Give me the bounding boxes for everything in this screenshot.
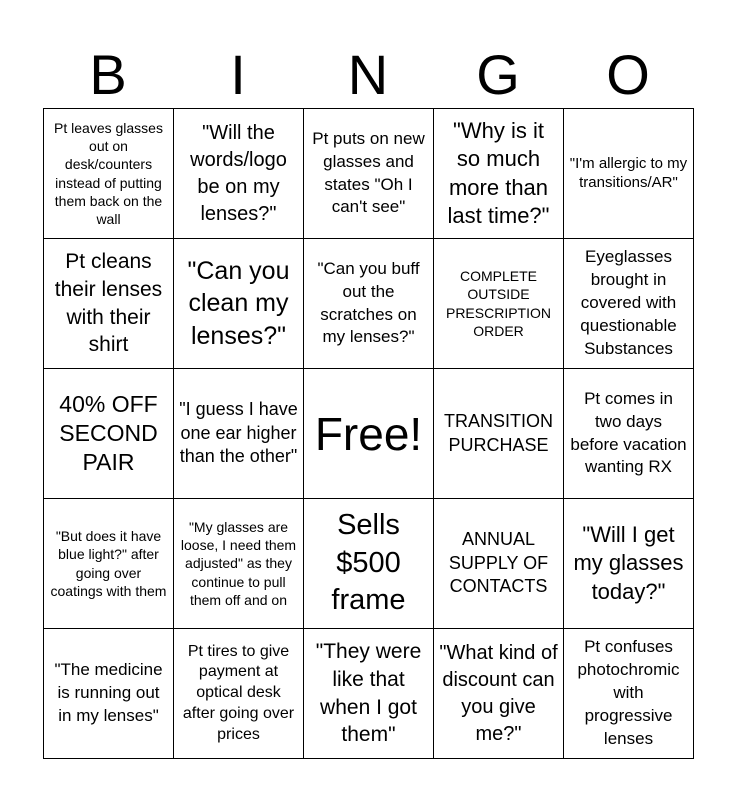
header-letter-i: I — [230, 43, 246, 106]
header-letter-g: G — [476, 43, 520, 106]
bingo-cell-r5-c5: Pt confuses photochromic with progressive lenses — [564, 629, 694, 759]
bingo-cell-r5-c1: "The medicine is running out in my lenses" — [44, 629, 174, 759]
header-letter-b: B — [89, 43, 127, 106]
bingo-cell-r5-c3: "They were like that when I got them" — [304, 629, 434, 759]
bingo-cell-r2-c2: "Can you clean my lenses?" — [174, 239, 304, 369]
bingo-cell-r3-c4: TRANSITION PURCHASE — [434, 369, 564, 499]
header-letter-o: O — [606, 43, 650, 106]
bingo-cell-r4-c1: "But does it have blue light?" after going over coatings with them — [44, 499, 174, 629]
bingo-cell-r3-c5: Pt comes in two days before vacation wanting RX — [564, 369, 694, 499]
bingo-cell-r4-c2: "My glasses are loose, I need them adjusted" as they continue to pull them off and on — [174, 499, 304, 629]
bingo-cell-r4-c5: "Will I get my glasses today?" — [564, 499, 694, 629]
bingo-cell-r1-c4: "Why is it so much more than last time?" — [434, 109, 564, 239]
bingo-header — [43, 42, 693, 108]
bingo-cell-free-space: Free! — [304, 369, 434, 499]
bingo-cell-r1-c3: Pt puts on new glasses and states "Oh I can't see" — [304, 109, 434, 239]
bingo-cell-r1-c5: "I'm allergic to my transitions/AR" — [564, 109, 694, 239]
header-letter-n: N — [347, 43, 389, 106]
bingo-cell-r5-c2: Pt tires to give payment at optical desk after going over prices — [174, 629, 304, 759]
bingo-cell-r2-c5: Eyeglasses brought in covered with questionable Substances — [564, 239, 694, 369]
bingo-cell-r4-c4: ANNUAL SUPPLY OF CONTACTS — [434, 499, 564, 629]
bingo-row-3 — [44, 369, 694, 499]
bingo-cell-r1-c1: Pt leaves glasses out on desk/counters instead of putting them back on the wall — [44, 109, 174, 239]
bingo-row-4 — [44, 499, 694, 629]
bingo-row-5 — [44, 629, 694, 759]
bingo-cell-r5-c4: "What kind of discount can you give me?" — [434, 629, 564, 759]
bingo-cell-r2-c3: "Can you buff out the scratches on my lenses?" — [304, 239, 434, 369]
bingo-row-2 — [44, 239, 694, 369]
bingo-cell-r3-c1: 40% OFF SECOND PAIR — [44, 369, 174, 499]
bingo-cell-r2-c1: Pt cleans their lenses with their shirt — [44, 239, 174, 369]
bingo-row-1 — [44, 109, 694, 239]
bingo-cell-r2-c4: COMPLETE OUTSIDE PRESCRIPTION ORDER — [434, 239, 564, 369]
bingo-cell-r4-c3: Sells $500 frame — [304, 499, 434, 629]
bingo-card-grid — [43, 108, 694, 759]
bingo-cell-r1-c2: "Will the words/logo be on my lenses?" — [174, 109, 304, 239]
bingo-cell-r3-c2: "I guess I have one ear higher than the other" — [174, 369, 304, 499]
